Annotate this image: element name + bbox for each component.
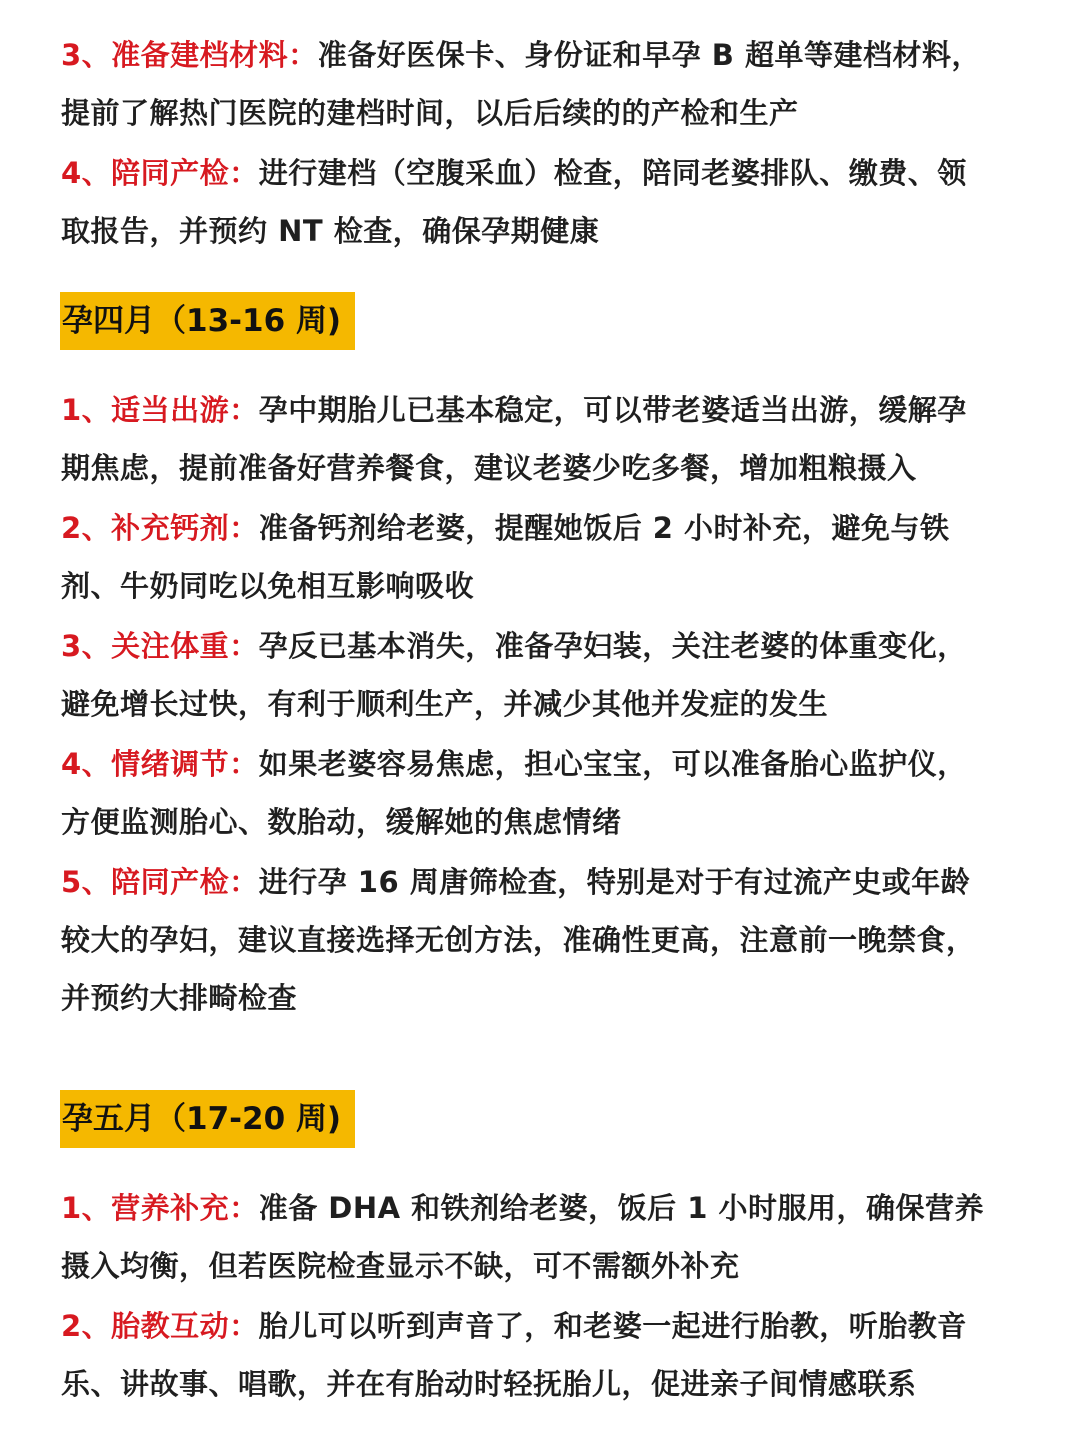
item-lead: 1、适当出游：: [61, 393, 259, 427]
section-heading-month5: 孕五月（17-20 周): [60, 1090, 355, 1148]
item-text: 胎儿可以听到声音了，和老婆一起进行胎教，听胎教音乐、讲故事、唱歌，并在有胎动时轻抚胎儿，促进亲子间情感联系: [61, 1309, 967, 1401]
month5-item-2: [61, 1297, 991, 1413]
month4-item-1: [61, 381, 991, 497]
item-lead: 2、胎教互动：: [61, 1309, 259, 1343]
month3-item-3: [61, 26, 991, 142]
month4-item-5: [61, 853, 991, 1027]
item-text: 准备好医保卡、身份证和早孕 B 超单等建档材料，提前了解热门医院的建档时间，以后后续的的产检和生产: [61, 38, 981, 130]
month4-item-3: [61, 617, 991, 733]
item-text: 孕中期胎儿已基本稳定，可以带老婆适当出游，缓解孕期焦虑，提前准备好营养餐食，建议老婆少吃多餐，增加粗粮摄入: [61, 393, 967, 485]
item-lead: 4、陪同产检：: [61, 156, 259, 190]
item-text: 进行孕 16 周唐筛检查，特别是对于有过流产史或年龄较大的孕妇，建议直接选择无创方法，准确性更高，注意前一晚禁食，并预约大排畸检查: [61, 865, 976, 1015]
month4-item-4: [61, 735, 991, 851]
item-text: 准备 DHA 和铁剂给老婆，饭后 1 小时服用，确保营养摄入均衡，但若医院检查显示不缺，可不需额外补充: [61, 1191, 985, 1283]
month4-item-2: [61, 499, 991, 615]
item-lead: 5、陪同产检：: [61, 865, 259, 899]
item-lead: 3、准备建档材料：: [61, 38, 318, 72]
item-text: 进行建档（空腹采血）检查，陪同老婆排队、缴费、领取报告，并预约 NT 检查，确保孕期健康: [61, 156, 967, 248]
month3-item-4: [61, 144, 991, 260]
month5-item-1: [61, 1179, 991, 1295]
item-text: 准备钙剂给老婆，提醒她饭后 2 小时补充，避免与铁剂、牛奶同吃以免相互影响吸收: [61, 511, 950, 603]
item-text: 如果老婆容易焦虑，担心宝宝，可以准备胎心监护仪，方便监测胎心、数胎动，缓解她的焦虑情绪: [61, 747, 967, 839]
item-lead: 4、情绪调节：: [61, 747, 259, 781]
item-text: 孕反已基本消失，准备孕妇装，关注老婆的体重变化，避免增长过快，有利于顺利生产，并减少其他并发症的发生: [61, 629, 967, 721]
item-lead: 3、关注体重：: [61, 629, 259, 663]
item-lead: 2、补充钙剂：: [61, 511, 259, 545]
section-heading-month4: 孕四月（13-16 周): [60, 292, 355, 350]
item-lead: 1、营养补充：: [61, 1191, 259, 1225]
